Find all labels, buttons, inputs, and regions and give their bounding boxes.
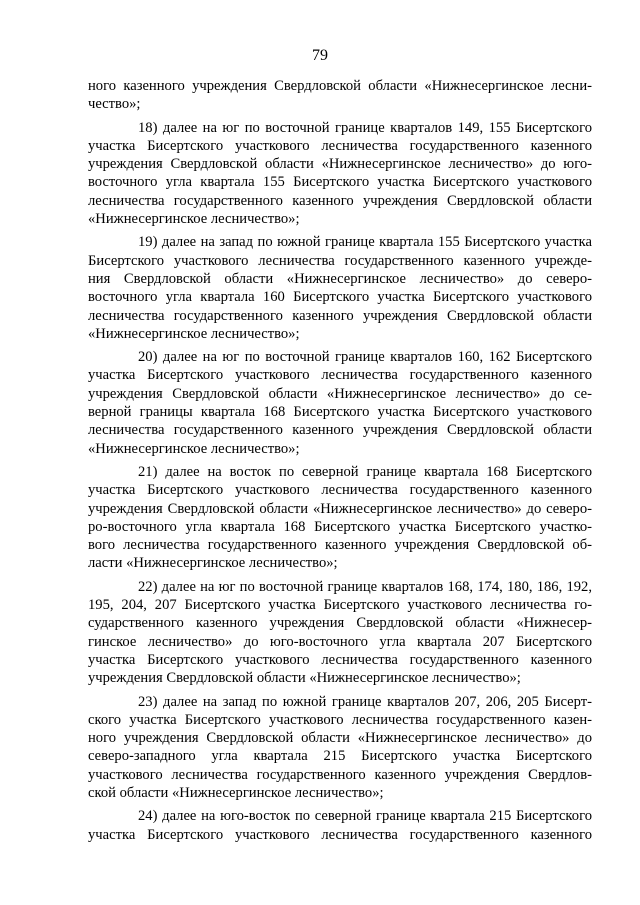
text-line: ского участка Бисертского участкового лесничества государственного казен- [88,711,592,728]
text-line: сударственного казенного учреждения Свердловской области «Нижнесер- [88,615,592,632]
text-line: 23) далее на запад по южной границе кварталов 207, 206, 205 Бисерт- [138,693,592,710]
text-line: ской области «Нижнесергинское лесничество»; [88,784,384,801]
text-line: участка Бисертского участкового лесничества государственного казенного [88,482,592,499]
paragraph [88,233,592,343]
text-line: учреждения Свердловской области «Нижнесергинское лесничество» до северо- [88,500,592,517]
paragraph [88,119,592,229]
text-line: 24) далее на юго-восток по северной границе квартала 215 Бисертского [138,808,592,825]
text-line: Бисертского участкового лесничества государственного казенного учрежде- [88,252,592,269]
text-line: ного учреждения Свердловской области «Нижнесергинское лесничество» до [88,730,592,747]
text-line: «Нижнесергинское лесничество»; [88,325,300,342]
paragraph [88,348,592,458]
paragraph [88,693,592,803]
text-line: 22) далее на юг по восточной границе кварталов 168, 174, 180, 186, 192, [138,578,592,595]
text-line: верной границы квартала 168 Бисертского участка Бисертского участкового [88,404,592,421]
text-line: ласти «Нижнесергинское лесничество»; [88,555,338,572]
text-line: 18) далее на юг по восточной границе кварталов 149, 155 Бисертского [138,119,592,136]
text-line: учреждения Свердловской области «Нижнесергинское лесничество» до се- [88,385,592,402]
document-body [88,77,592,849]
text-line: лесничества государственного казенного учреждения Свердловской области [88,307,592,324]
text-line: «Нижнесергинское лесничество»; [88,211,300,228]
text-line: участка Бисертского участкового лесничества государственного казенного [88,651,592,668]
text-line: лесничества государственного казенного учреждения Свердловской области [88,422,592,439]
paragraph [88,77,592,114]
text-line: восточного угла квартала 160 Бисертского участка Бисертского участкового [88,289,592,306]
paragraph [88,578,592,688]
page-number: 79 [312,47,328,64]
paragraph [88,807,592,844]
text-line: учреждения Свердловской области «Нижнесергинское лесничество»; [88,670,521,687]
text-line: северо-западного угла квартала 215 Бисертского участка Бисертского [88,748,592,765]
text-line: лесничества государственного казенного учреждения Свердловской области [88,192,592,209]
text-line: восточного угла квартала 155 Бисертского участка Бисертского участкового [88,174,592,191]
text-line: ного казенного учреждения Свердловской области «Нижнесергинское лесни- [88,78,592,94]
text-line: учреждения Свердловской области «Нижнесергинское лесничество» до юго- [88,156,592,173]
text-line: гинское лесничество» до юго-восточного угла квартала 207 Бисертского [88,633,592,650]
text-line: ро-восточного угла квартала 168 Бисертского участка Бисертского участко- [88,518,592,535]
text-line: участка Бисертского участкового лесничества государственного казенного [88,826,592,843]
text-line: 195, 204, 207 Бисертского участка Бисертского участкового лесничества го- [88,597,592,614]
paragraph [88,463,592,573]
text-line: 20) далее на юг по восточной границе кварталов 160, 162 Бисертского [138,349,592,366]
text-line: участка Бисертского участкового лесничества государственного казенного [88,137,592,154]
text-line: ния Свердловской области «Нижнесергинское лесничество» до северо- [88,270,592,287]
text-line: участкового лесничества государственного казенного учреждения Свердлов- [88,766,592,783]
text-line: чество»; [88,96,141,113]
text-line: «Нижнесергинское лесничество»; [88,440,300,457]
text-line: вого лесничества государственного казенного учреждения Свердловской об- [88,537,592,554]
text-line: участка Бисертского участкового лесничества государственного казенного [88,367,592,384]
text-line: 19) далее на запад по южной границе квартала 155 Бисертского участка [138,234,592,251]
text-line: 21) далее на восток по северной границе квартала 168 Бисертского [138,463,592,480]
